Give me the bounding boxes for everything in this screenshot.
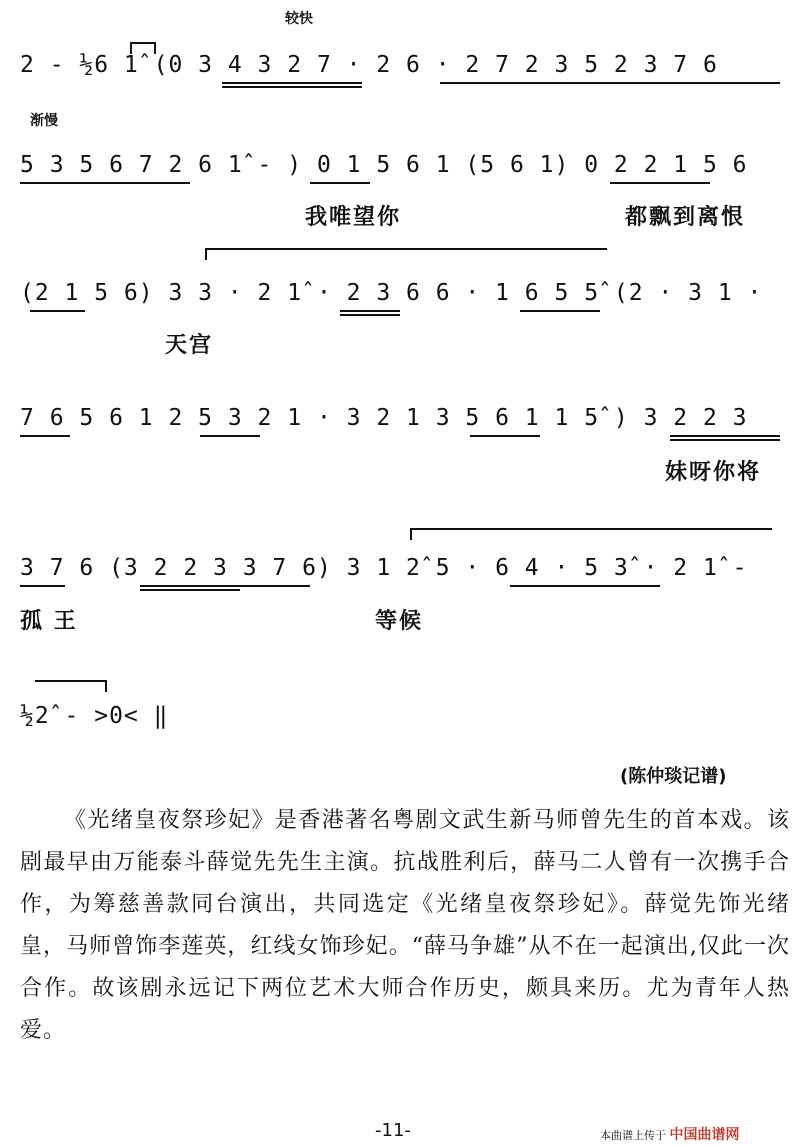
- phrase-slur-line-6: [35, 680, 107, 692]
- lyric-line-3: 天宫: [165, 333, 214, 358]
- description-paragraph: [20, 800, 790, 1052]
- upload-text: 本曲谱上传于: [600, 1129, 666, 1142]
- phrase-slur-line-3: [205, 248, 607, 260]
- lyric-line-4: 妹呀你将: [665, 460, 762, 485]
- site-watermark: [600, 1124, 740, 1144]
- score-line-4: 7 6 5 6 1 2 5 3 2 1 · 3 2 1 3 5 6 1 1 5̂ ) 3 2 2 3: [20, 405, 748, 431]
- phrase-slur-line-5: [410, 528, 772, 540]
- page-number: -11-: [375, 1120, 411, 1141]
- score-line-3: (2 1 5 6) 3 3 · 2 1̂ · 2 3 6 6 · 1 6 5 5̂ (2 · 3 1 ·: [20, 280, 763, 306]
- fermata-slur: [130, 42, 156, 54]
- score-line-6: ½2̂ - >0< ‖: [20, 703, 169, 729]
- lyric-line-2b: 都飘到离恨: [625, 205, 746, 230]
- score-line-5: 3 7 6 (3 2 2 3 3 7 6) 3 1 2̂ 5 · 6 4 · 5 3̂ · 2 1̂ -: [20, 555, 748, 581]
- site-name: 中国曲谱网: [669, 1127, 740, 1143]
- lyric-line-5a: 孤 王: [20, 609, 78, 634]
- lyric-line-5b: 等候: [375, 609, 424, 634]
- lyric-line-2a: 我唯望你: [305, 205, 402, 230]
- tempo-mark-faster: 较快: [285, 11, 313, 27]
- score-line-2: 5 3 5 6 7 2 6 1̂ - ) 0 1 5 6 1 (5 6 1) 0 2 2 1 5 6: [20, 152, 748, 178]
- score-line-1: 2 - ½6 1̂ (0 3 4 3 2 7 · 2 6 · 2 7 2 3 5 2 3 7 6: [20, 52, 718, 78]
- paragraph-text: 《光绪皇夜祭珍妃》是香港著名粤剧文武生新马师曾先生的首本戏。该剧最早由万能泰斗薛觉先先生主演。抗战胜利后，薛马二人曾有一次携手合作，为筹慈善款同台演出，共同选定《光绪皇夜祭珍妃》。薛觉先饰光绪皇，马师曾饰李莲英，红线女饰珍妃。“薛马争雄”从不在一起演出,仅此一次合作。故该剧永远记下两位艺术大师合作历史，颇具来历。尤为青年人热爱。: [20, 808, 790, 1043]
- tempo-mark-slowing: 渐慢: [30, 113, 58, 129]
- notation-credit: (陈仲琰记谱): [620, 766, 727, 787]
